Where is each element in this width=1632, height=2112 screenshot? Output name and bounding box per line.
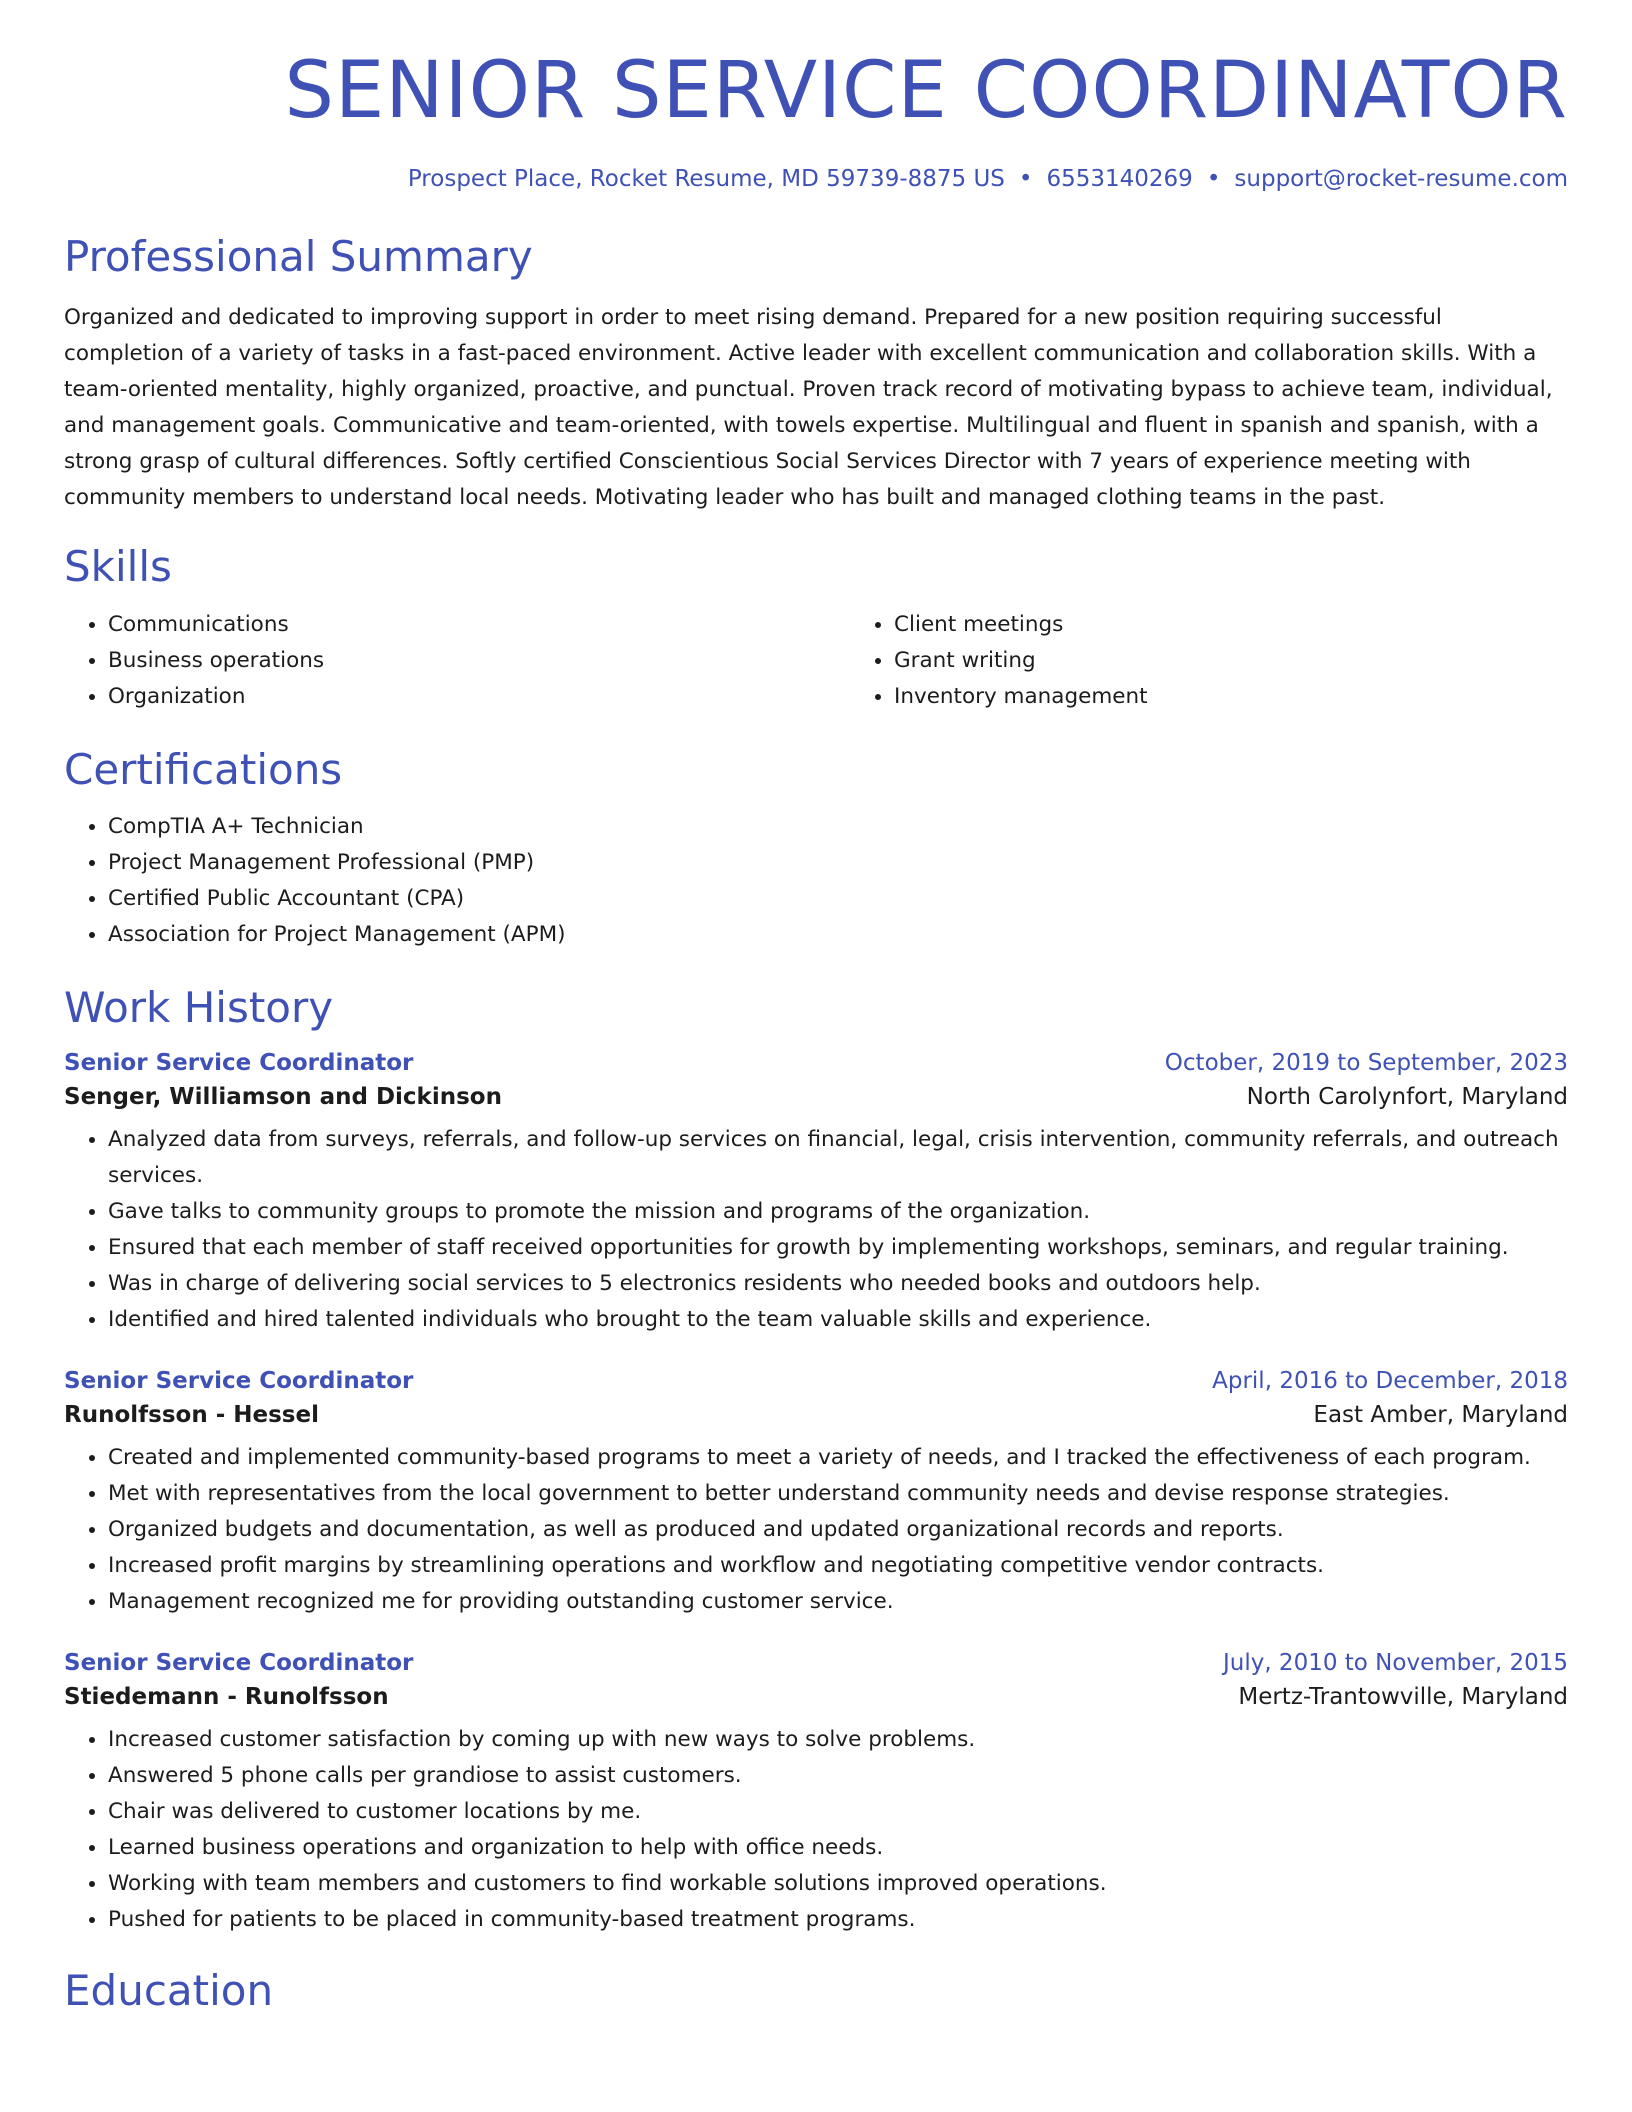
job-bullet: • Organized budgets and documentation, as well as produced and updated organizational records and reports. <box>108 1512 1568 1548</box>
skill-item: • Client meetings <box>894 607 1148 643</box>
job-bullet: • Increased profit margins by streamlining operations and workflow and negotiating competitive vendor contracts. <box>108 1548 1568 1584</box>
job-dates: April, 2016 to December, 2018 <box>1212 1367 1568 1394</box>
skills-columns <box>64 607 1568 715</box>
job-bullets <box>64 1440 1568 1620</box>
certification-item: • Project Management Professional (PMP) <box>108 845 1568 881</box>
job-company-row <box>64 1402 1568 1428</box>
job-bullet: • Working with team members and customers to find workable solutions improved operations. <box>108 1866 1568 1902</box>
job-bullet: • Answered 5 phone calls per grandiose to assist customers. <box>108 1758 1568 1794</box>
summary-text: Organized and dedicated to improving support in order to meet rising demand. Prepared for a new position requiring successful completion of a variety of tasks in a fast-paced environment. Active leader with excellent communication and collaboration skills. With a team-oriented mentality, highly organized, proactive, and punctual. Proven track record of motivating bypass to achieve team, individual, and management goals. Communicative and team-oriented, with towels expertise. Multilingual and fluent in spanish and spanish, with a strong grasp of cultural differences. Softly certified Conscientious Social Services Director with 7 years of experience meeting with community members to understand local needs. Motivating leader who has built and managed clothing teams in the past. <box>64 305 1553 511</box>
education-section <box>64 1966 1568 2016</box>
education-heading: Education <box>64 1965 274 2015</box>
job-bullet: • Chair was delivered to customer locations by me. <box>108 1794 1568 1830</box>
job-dates: October, 2019 to September, 2023 <box>1164 1049 1568 1076</box>
job-bullet: • Created and implemented community-based programs to meet a variety of needs, and I tracked the effectiveness of each program. <box>108 1440 1568 1476</box>
skill-item: • Organization <box>108 679 850 715</box>
skills-list-right <box>850 607 1148 715</box>
summary-section <box>64 232 1568 516</box>
job-bullets <box>64 1722 1568 1938</box>
job-company: Stiedemann - Runolfsson <box>64 1683 389 1710</box>
job-bullets <box>64 1122 1568 1338</box>
job-location: Mertz-Trantowville, Maryland <box>1238 1683 1568 1710</box>
job-title-row <box>64 1050 1568 1076</box>
job-dates: July, 2010 to November, 2015 <box>1222 1649 1568 1676</box>
contact-separator: • <box>1206 166 1221 192</box>
job-title: Senior Service Coordinator <box>64 1649 414 1676</box>
skill-item: • Inventory management <box>894 679 1148 715</box>
contact-separator: • <box>1018 166 1033 192</box>
job-entry <box>64 1368 1568 1620</box>
resume-title: SENIOR SERVICE COORDINATOR <box>284 46 1568 136</box>
job-bullet: • Analyzed data from surveys, referrals, and follow-up services on financial, legal, crisis intervention, community referrals, and outreach services. <box>108 1122 1568 1194</box>
skill-item: • Communications <box>108 607 850 643</box>
certifications-heading: Certifications <box>64 744 343 794</box>
contact-phone: 6553140269 <box>1046 166 1193 192</box>
contact-address: Prospect Place, Rocket Resume, MD 59739-8875 US <box>407 166 1005 192</box>
job-bullet: • Gave talks to community groups to promote the mission and programs of the organization. <box>108 1194 1568 1230</box>
job-entry <box>64 1650 1568 1938</box>
job-company-row <box>64 1684 1568 1710</box>
job-company: Runolfsson - Hessel <box>64 1401 319 1428</box>
work-history-section <box>64 983 1568 1937</box>
job-bullet: • Pushed for patients to be placed in community-based treatment programs. <box>108 1902 1568 1938</box>
job-bullet: • Met with representatives from the local government to better understand community needs and devise response strategies. <box>108 1476 1568 1512</box>
skills-heading: Skills <box>64 542 172 592</box>
job-bullet: • Learned business operations and organization to help with office needs. <box>108 1830 1568 1866</box>
job-bullet: • Management recognized me for providing outstanding customer service. <box>108 1584 1568 1620</box>
work-history-heading: Work History <box>64 983 334 1033</box>
job-title: Senior Service Coordinator <box>64 1049 414 1076</box>
certification-item: • Certified Public Accountant (CPA) <box>108 881 1568 917</box>
job-title-row <box>64 1368 1568 1394</box>
contact-line <box>64 166 1568 192</box>
job-bullet: • Was in charge of delivering social services to 5 electronics residents who needed books and outdoors help. <box>108 1266 1568 1302</box>
summary-heading: Professional Summary <box>64 232 533 281</box>
job-title-row <box>64 1650 1568 1676</box>
contact-email[interactable]: support@rocket-resume.com <box>1234 166 1568 192</box>
job-location: North Carolynfort, Maryland <box>1246 1083 1568 1110</box>
skills-list-left <box>64 607 850 715</box>
job-bullet: • Identified and hired talented individuals who brought to the team valuable skills and experience. <box>108 1302 1568 1338</box>
certifications-list <box>64 809 1568 953</box>
job-title: Senior Service Coordinator <box>64 1367 414 1394</box>
certification-item: • CompTIA A+ Technician <box>108 809 1568 845</box>
job-company: Senger, Williamson and Dickinson <box>64 1083 502 1110</box>
resume-header <box>64 0 1568 192</box>
job-bullet: • Increased customer satisfaction by coming up with new ways to solve problems. <box>108 1722 1568 1758</box>
skills-section <box>64 542 1568 714</box>
certification-item: • Association for Project Management (APM) <box>108 917 1568 953</box>
job-bullet: • Ensured that each member of staff received opportunities for growth by implementing workshops, seminars, and regular training. <box>108 1230 1568 1266</box>
skill-item: • Business operations <box>108 643 850 679</box>
job-location: East Amber, Maryland <box>1313 1401 1568 1428</box>
job-entry <box>64 1050 1568 1338</box>
certifications-section <box>64 745 1568 953</box>
job-company-row <box>64 1084 1568 1110</box>
skill-item: • Grant writing <box>894 643 1148 679</box>
